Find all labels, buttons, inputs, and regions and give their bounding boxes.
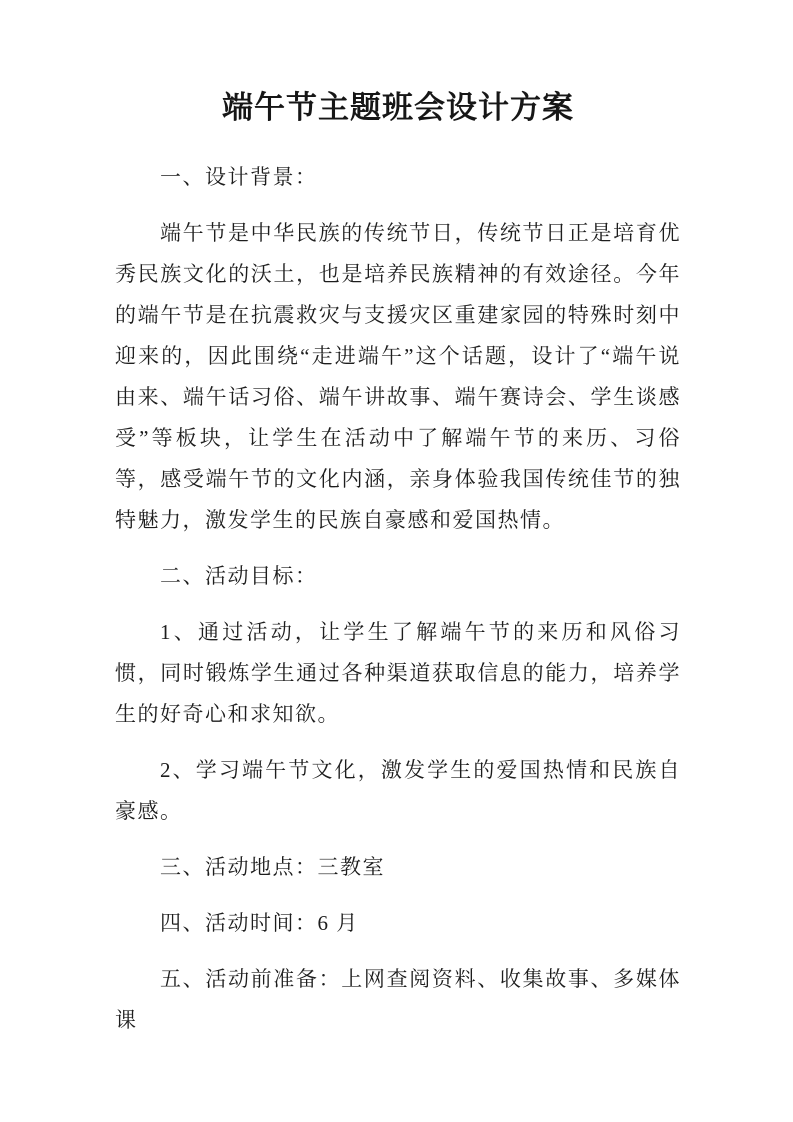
line-activity-preparation: 五、活动前准备：上网查阅资料、收集故事、多媒体课 — [115, 967, 681, 1032]
document-title: 端午节主题班会设计方案 — [222, 90, 574, 125]
paragraph-activity-goal-2: 2、学习端午节文化，激发学生的爱国热情和民族自豪感。 — [115, 758, 681, 823]
line-activity-time: 四、活动时间：6 月 — [160, 911, 359, 935]
paragraph-design-background-body: 端午节是中华民族的传统节日，传统节日正是培育优秀民族文化的沃土，也是培养民族精神的有效途径。今年的端午节是在抗震救灾与支援灾区重建家园的特殊时刻中迎来的，因此围绕“走进端午”这个话题，设计了“端午说由来、端午话习俗、端午讲故事、端午赛诗会、学生谈感受”等板块，让学生在活动中了解端午节的来历、习俗等，感受端午节的文化内涵，亲身体验我国传统佳节的独特魅力，激发学生的民族自豪感和爱国热情。 — [115, 221, 681, 532]
line-activity-location: 三、活动地点：三教室 — [160, 855, 385, 879]
paragraph-activity-goal-1: 1、通过活动，让学生了解端午节的来历和风俗习惯，同时锻炼学生通过各种渠道获取信息的能力，培养学生的好奇心和求知欲。 — [115, 620, 681, 726]
heading-design-background: 一、设计背景： — [160, 165, 318, 189]
heading-activity-goals: 二、活动目标： — [160, 564, 318, 588]
